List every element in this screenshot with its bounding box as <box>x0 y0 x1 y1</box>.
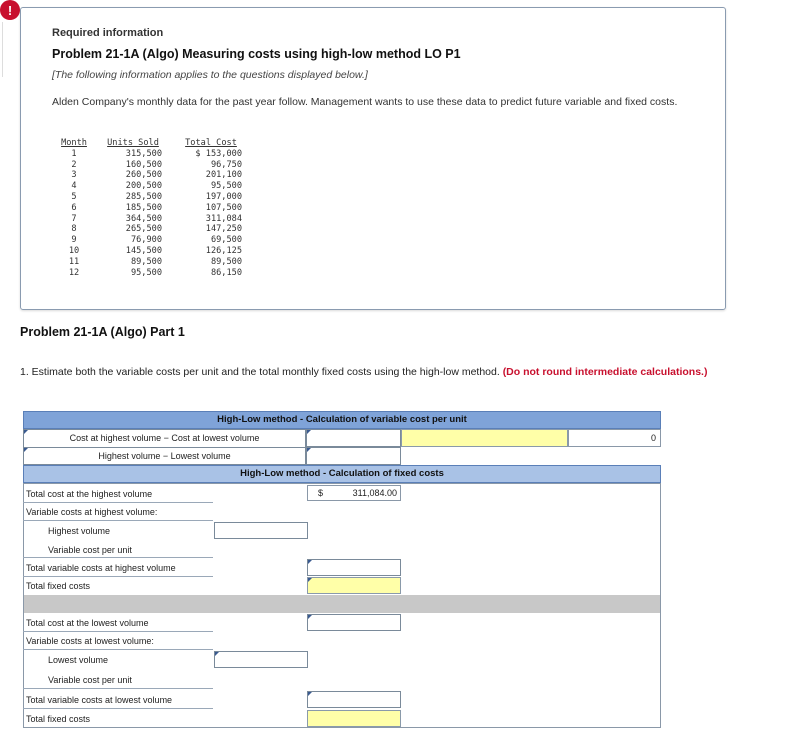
units-cell: 95,500 <box>130 267 162 278</box>
question-text <box>20 366 740 379</box>
cell-marker <box>308 560 312 564</box>
month-cell: 3 <box>71 170 77 181</box>
variable-cost-result-field <box>401 429 568 447</box>
info-note: [The following information applies to the questions displayed below.] <box>52 69 368 81</box>
units-cell: 364,500 <box>125 213 162 224</box>
required-info-label: Required information <box>52 27 164 39</box>
cost-cell: 89,500 <box>210 256 242 267</box>
month-column <box>59 138 89 278</box>
cost-cell: 95,500 <box>210 181 242 192</box>
units-header: Units Sold <box>107 138 159 148</box>
low-total-cost-input[interactable] <box>307 614 401 631</box>
cell-marker <box>308 615 312 619</box>
cost-cell: 147,250 <box>205 224 242 235</box>
cell-marker <box>215 652 219 656</box>
numerator-label: Cost at highest volume − Cost at lowest volume <box>23 429 306 447</box>
month-cell: 7 <box>71 213 77 224</box>
cost-cell: 69,500 <box>210 235 242 246</box>
lowest-volume-label: Lowest volume <box>48 655 109 665</box>
variable-cost-header: High-Low method - Calculation of variable cost per unit <box>23 411 661 429</box>
low-variable-costs-label: Variable costs at lowest volume: <box>26 636 154 646</box>
part-title: Problem 21-1A (Algo) Part 1 <box>20 325 185 339</box>
cost-cell: $ 153,000 <box>195 148 242 159</box>
cost-cell: 86,150 <box>210 267 242 278</box>
question-body: 1. Estimate both the variable costs per unit and the total monthly fixed costs using the high-low method. <box>20 366 500 378</box>
denominator-input[interactable] <box>306 447 401 465</box>
month-cell: 9 <box>71 235 77 246</box>
row-divider <box>23 708 213 709</box>
high-vcpu-label: Variable cost per unit <box>48 545 132 555</box>
units-cell: 285,500 <box>125 191 162 202</box>
row-divider <box>23 688 213 689</box>
units-column <box>104 138 162 278</box>
units-cell: 145,500 <box>125 245 162 256</box>
row-divider <box>23 631 213 632</box>
units-cell: 185,500 <box>125 202 162 213</box>
high-fixed-costs-label: Total fixed costs <box>26 581 91 591</box>
row-divider <box>23 502 213 503</box>
month-cell: 11 <box>68 256 80 267</box>
divider <box>2 22 3 77</box>
section-separator <box>24 595 660 613</box>
high-variable-costs-label: Variable costs at highest volume: <box>26 507 158 517</box>
month-cell: 10 <box>68 245 80 256</box>
cost-cell: 311,084 <box>205 213 242 224</box>
row-divider <box>23 576 213 577</box>
dollar-sign: $ <box>318 488 324 498</box>
cell-marker <box>307 448 311 452</box>
problem-description: Alden Company's monthly data for the past year follow. Management wants to use these data to predict future variable and fixed costs. <box>52 96 678 108</box>
month-cell: 4 <box>71 181 77 192</box>
month-cell: 2 <box>71 159 77 170</box>
units-cell: 260,500 <box>125 170 162 181</box>
cell-marker <box>307 430 311 434</box>
low-total-variable-label: Total variable costs at lowest volume <box>26 695 173 705</box>
variable-cost-result: 0 <box>568 429 661 447</box>
rounding-warning: (Do not round intermediate calculations.) <box>502 366 708 378</box>
units-cell: 200,500 <box>125 181 162 192</box>
row-divider <box>23 520 213 521</box>
month-cell: 8 <box>71 224 77 235</box>
high-fixed-costs-field <box>307 577 401 594</box>
high-total-variable-label: Total variable costs at highest volume <box>26 563 176 573</box>
highest-volume-input[interactable] <box>214 522 308 539</box>
lowest-volume-input[interactable] <box>214 651 308 668</box>
alert-icon: ! <box>0 0 20 20</box>
cost-cell: 96,750 <box>210 159 242 170</box>
cost-cell: 107,500 <box>205 202 242 213</box>
cost-cell: 201,100 <box>205 170 242 181</box>
cell-marker <box>24 448 28 452</box>
low-fixed-costs-label: Total fixed costs <box>26 714 91 724</box>
low-total-variable-input[interactable] <box>307 691 401 708</box>
cost-column <box>180 138 242 278</box>
denominator-label: Highest volume − Lowest volume <box>23 447 306 465</box>
cell-marker <box>308 578 312 582</box>
units-cell: 160,500 <box>125 159 162 170</box>
cost-cell: 126,125 <box>205 245 242 256</box>
numerator-input[interactable] <box>306 429 401 447</box>
cost-header: Total Cost <box>185 138 237 148</box>
cost-cell: 197,000 <box>205 191 242 202</box>
units-cell: 315,500 <box>125 148 162 159</box>
month-cell: 5 <box>71 191 77 202</box>
month-cell: 1 <box>71 148 77 159</box>
units-cell: 265,500 <box>125 224 162 235</box>
high-total-cost-value <box>307 485 401 501</box>
month-cell: 6 <box>71 202 77 213</box>
high-total-variable-input[interactable] <box>307 559 401 576</box>
row-divider <box>23 649 213 650</box>
problem-title: Problem 21-1A (Algo) Measuring costs using high-low method LO P1 <box>52 47 461 61</box>
low-fixed-costs-field <box>307 710 401 727</box>
month-header: Month <box>61 138 87 148</box>
low-vcpu-label: Variable cost per unit <box>48 675 132 685</box>
units-cell: 89,500 <box>130 256 162 267</box>
highest-volume-label: Highest volume <box>48 526 111 536</box>
high-total-cost-amount: 311,084.00 <box>352 488 397 498</box>
month-cell: 12 <box>68 267 80 278</box>
low-total-cost-label: Total cost at the lowest volume <box>26 618 149 628</box>
high-total-cost-label: Total cost at the highest volume <box>26 489 153 499</box>
row-divider <box>23 557 213 558</box>
cell-marker <box>308 692 312 696</box>
units-cell: 76,900 <box>130 235 162 246</box>
cell-marker <box>24 430 28 434</box>
fixed-cost-header: High-Low method - Calculation of fixed costs <box>23 465 661 483</box>
